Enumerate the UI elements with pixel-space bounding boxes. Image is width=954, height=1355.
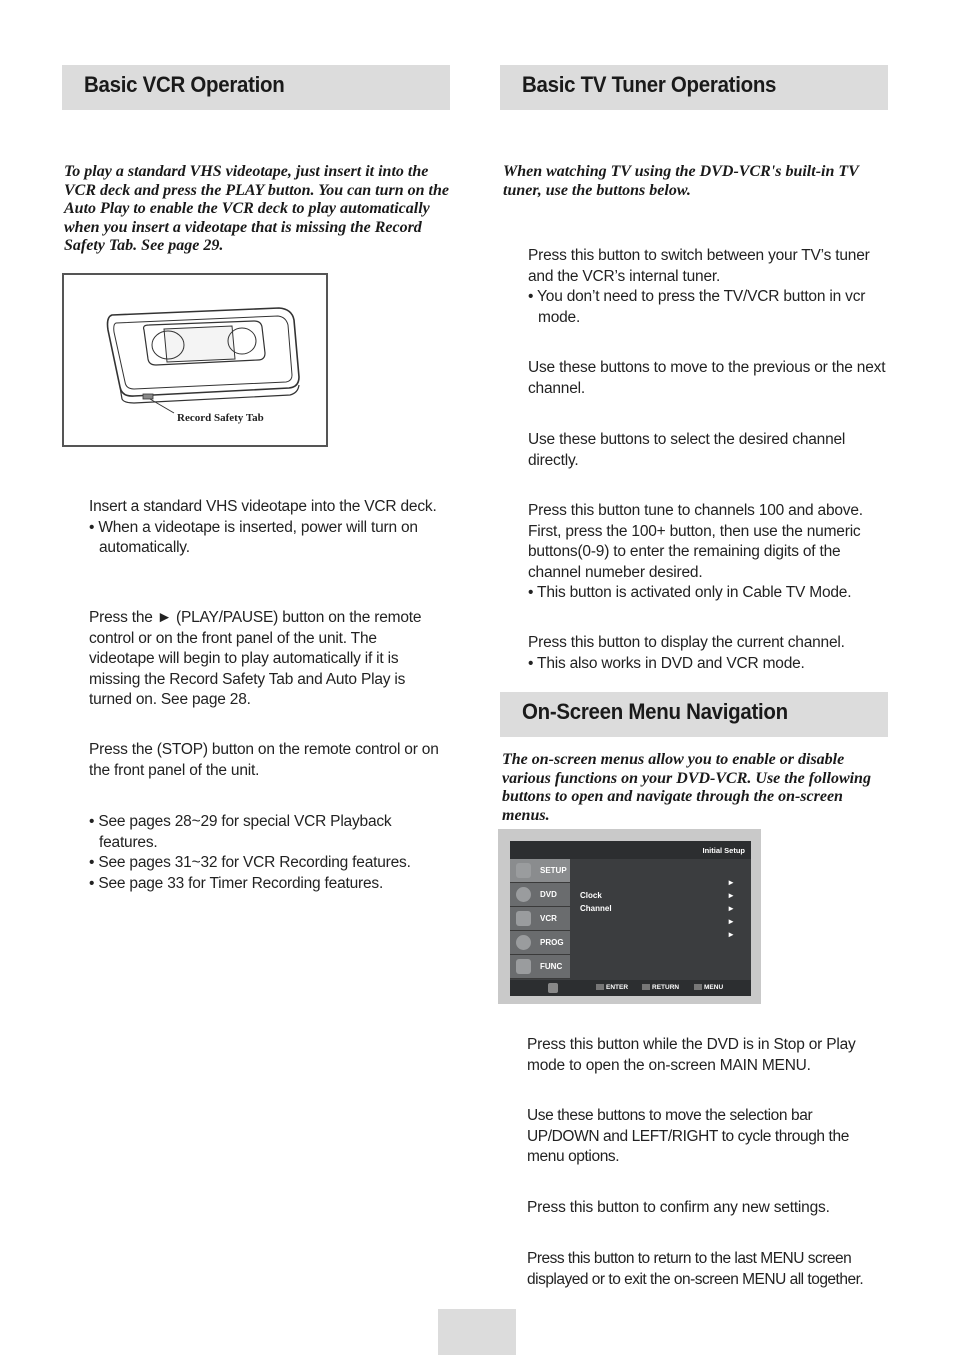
navigation-pad-icon [548,983,558,993]
arrow-right-icon: ► [727,878,735,887]
vcr-step-1-text: Insert a standard VHS videotape into the VCR deck. [89,498,437,515]
tuner-section-header [500,65,888,110]
tuner-item-1-bullet: • You don’t need to press the TV/VCR button in vcr mode. [528,288,866,326]
tuner-item-2 [528,358,888,399]
record-safety-tab-label: Record Safety Tab [177,412,264,424]
tuner-item-2-text: Use these buttons to move to the previous or the next channel. [528,359,886,397]
menu-icon [694,984,702,990]
menu-screen [510,841,751,996]
arrow-right-icon: ► [727,891,735,900]
menu-main-area [570,859,751,980]
arrow-right-icon: ► [727,904,735,913]
vcr-note: • See page 33 for Timer Recording features. [89,874,384,892]
arrow-right-icon: ► [727,917,735,926]
menu-item-4-text: Press this button to return to the last MENU screen displayed or to exit the on-screen MENU all together. [527,1250,864,1288]
vcr-step-3-text: Press the (STOP) button on the remote control or on the front panel of the unit. [89,741,439,779]
menu-item-3 [527,1198,887,1219]
arrow-right-icon: ► [727,930,735,939]
menu-item-2-text: Use these buttons to move the selection bar UP/DOWN and LEFT/RIGHT to cycle through the menu options. [527,1107,849,1165]
vhs-tape-figure [62,273,328,447]
tuner-item-4 [528,501,888,604]
tuner-item-5-bullet: • This also works in DVD and VCR mode. [528,654,805,672]
menu-section-title: On-Screen Menu Navigation [522,699,788,724]
vcr-step-2-text: Press the ► (PLAY/PAUSE) button on the remote control or on the front panel of the unit. The videotape will begin to play automatically if it is missing the Record Safety Tab and Auto Play is turned on. See page 28. [89,609,422,708]
menu-item-3-text: Press this button to confirm any new settings. [527,1199,830,1216]
tuner-intro: When watching TV using the DVD-VCR's built-in TV tuner, use the buttons below. [503,163,859,199]
menu-item-1 [527,1035,887,1076]
menu-option-clock: Clock [580,891,602,900]
tuner-item-1 [528,246,888,328]
menu-item-4 [527,1249,892,1290]
menu-side-item-func: FUNC [510,955,570,979]
tuner-item-4-text: Press this button tune to channels 100 and above. First, press the 100+ button, then use the numeric buttons(0-9) to enter the remaining digits of the channel numeber desired. [528,502,863,581]
tuner-item-3 [528,430,888,471]
vcr-note: • See pages 28~29 for special VCR Playback features. [89,813,392,851]
menu-intro: The on-screen menus allow you to enable or disable various functions on your DVD-VCR. Use the following buttons to open and navigate through the on-screen menus. [502,751,871,824]
tuner-item-4-bullet: • This button is activated only in Cable TV Mode. [528,584,852,601]
vcr-note: • See pages 31~32 for VCR Recording features. [89,854,411,871]
menu-item-2 [527,1106,887,1168]
tuner-section-title: Basic TV Tuner Operations [522,72,777,97]
function-icon [516,959,531,974]
vcr-section-header [62,65,450,110]
onscreen-menu-screenshot [498,829,761,1004]
menu-side-item-prog: PROG [510,931,570,955]
vcr-step-2 [89,608,445,711]
gear-icon [516,863,531,878]
menu-section-header [500,692,888,737]
tuner-item-5 [528,633,888,674]
menu-item-1-text: Press this button while the DVD is in Stop or Play mode to open the on-screen MAIN MENU. [527,1036,856,1074]
menu-bottom-bar [510,980,751,996]
cassette-icon [516,911,531,926]
menu-side-item-dvd: DVD [510,883,570,907]
menu-side-item-vcr: VCR [510,907,570,931]
menu-sidebar [510,859,570,980]
return-icon [642,984,650,990]
tuner-item-5-text: Press this button to display the current channel. [528,634,845,651]
disc-icon [516,887,531,902]
tuner-item-1-text: Press this button to switch between your TV’s tuner and the VCR’s internal tuner. [528,247,870,285]
menu-side-item-setup: SETUP [510,859,570,883]
menu-hint-enter: ENTER [596,984,628,991]
clock-icon [516,935,531,950]
menu-top-bar [510,841,751,859]
vcr-step-3 [89,740,449,781]
vcr-intro: To play a standard VHS videotape, just insert it into the VCR deck and press the PLAY button. You can turn on the Auto Play to enable the VCR deck to play automatically when you insert a videotape that is missing the Record Safety Tab. See page 29. [64,163,449,254]
menu-screen-title: Initial Setup [702,846,745,855]
tuner-item-3-text: Use these buttons to select the desired channel directly. [528,431,846,469]
vcr-step-1 [89,497,445,559]
vcr-notes [89,812,445,894]
page-number-tab [438,1309,516,1355]
vcr-section-title: Basic VCR Operation [84,72,285,97]
menu-hint-menu: MENU [694,984,723,991]
enter-icon [596,984,604,990]
vcr-step-1-bullet: • When a videotape is inserted, power will turn on automatically. [89,518,418,556]
menu-hint-return: RETURN [642,984,679,991]
menu-option-channel: Channel [580,904,612,913]
